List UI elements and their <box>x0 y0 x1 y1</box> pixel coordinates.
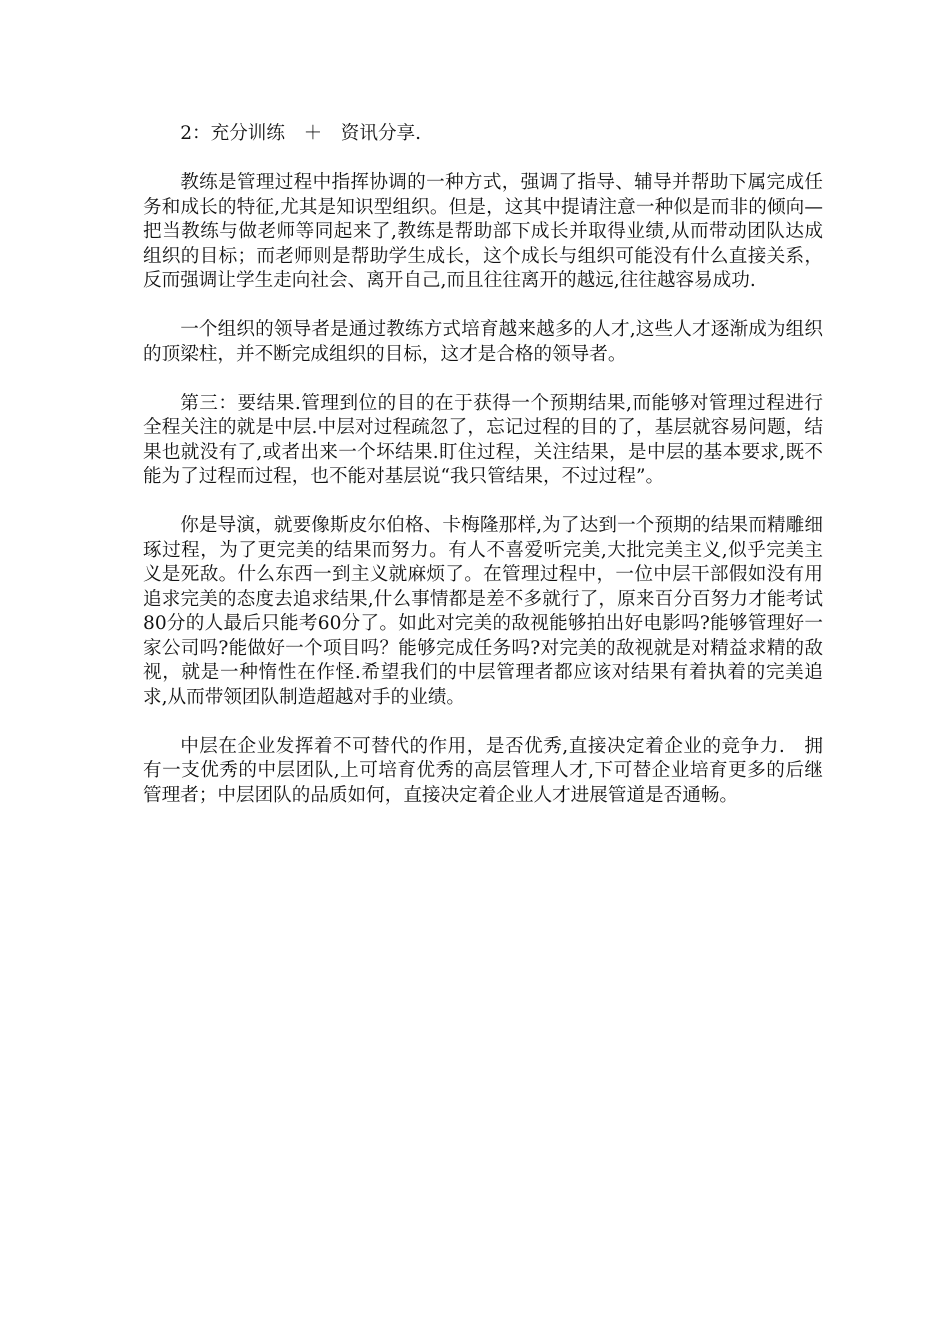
paragraph-results: 第三：要结果.管理到位的目的在于获得一个预期结果,而能够对管理过程进行全程关注的就是中层.中层对过程疏忽了，忘记过程的目的了，基层就容易问题，结果也就没有了,或者出来一个坏结果.盯住过程，关注结果，是中层的基本要求,既不能为了过程而过程，也不能对基层说“我只管结果，不过过程”。 <box>143 392 823 487</box>
paragraph-director: 你是导演，就要像斯皮尔伯格、卡梅隆那样,为了达到一个预期的结果而精雕细琢过程，为了更完美的结果而努力。有人不喜爱听完美,大批完美主义,似乎完美主义是死敌。什么东西一到主义就麻烦了。在管理过程中，一位中层干部假如没有用追求完美的态度去追求结果,什么事情都是差不多就行了，原来百分百努力才能考试80分的人最后只能考60分了。如此对完美的敌视能够拍出好电影吗?能够管理好一家公司吗?能做好一个项目吗？能够完成任务吗?对完美的敌视就是对精益求精的敌视，就是一种惰性在作怪.希望我们的中层管理者都应该对结果有着执着的完美追求,从而带领团队制造超越对手的业绩。 <box>143 515 823 708</box>
paragraph-leader: 一个组织的领导者是通过教练方式培育越来越多的人才,这些人才逐渐成为组织的顶梁柱，并不断完成组织的目标，这才是合格的领导者。 <box>143 319 823 365</box>
paragraph-coaching: 教练是管理过程中指挥协调的一种方式，强调了指导、辅导并帮助下属完成任务和成长的特征,尤其是知识型组织。但是，这其中提请注意一种似是而非的倾向—把当教练与做老师等同起来了,教练是帮助部下成长并取得业绩,从而带动团队达成组织的目标；而老师则是帮助学生成长，这个成长与组织可能没有什么直接关系，反而强调让学生走向社会、离开自己,而且往往离开的越远,往往越容易成功. <box>143 172 823 291</box>
paragraph-middle-management: 中层在企业发挥着不可替代的作用，是否优秀,直接决定着企业的竞争力. 拥有一支优秀的中层团队,上可培育优秀的高层管理人才,下可替企业培育更多的后继管理者；中层团队的品质如何，直接决定着企业人才进展管道是否通畅。 <box>143 735 823 806</box>
section-heading: 2：充分训练 ＋ 资讯分享. <box>180 123 422 144</box>
document-body <box>143 122 823 833</box>
